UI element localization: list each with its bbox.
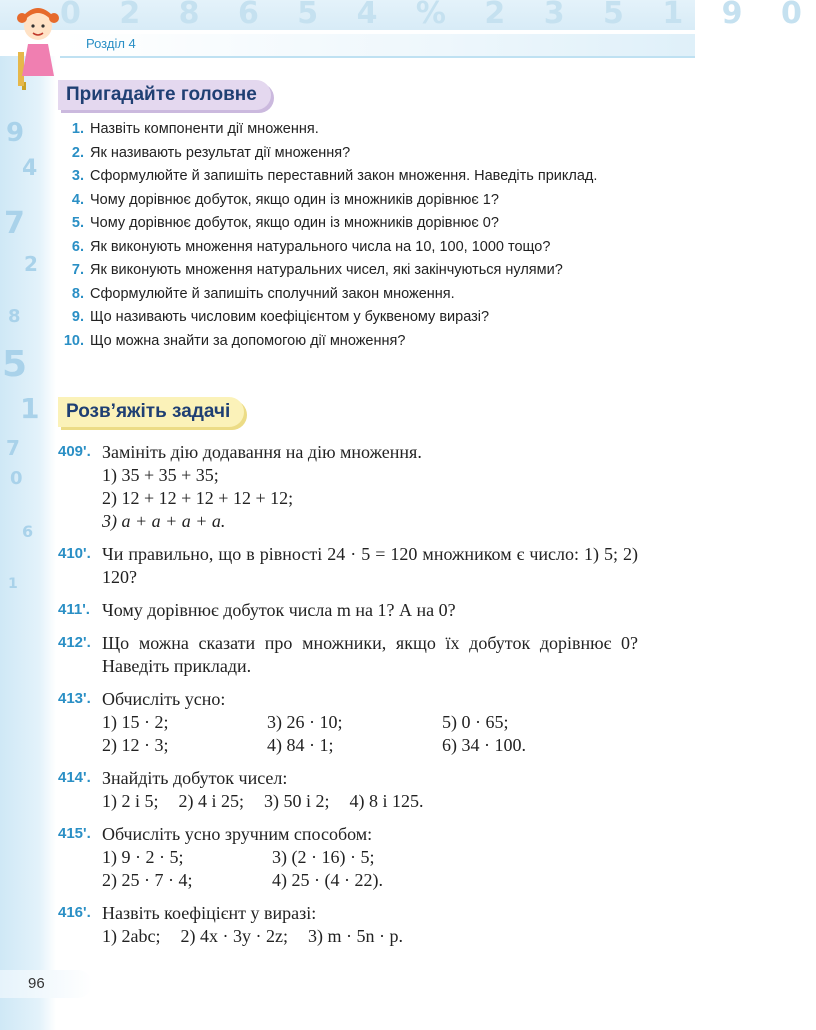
problem-text: Знайдіть добуток чисел:	[102, 768, 288, 788]
deco-digit: 2	[24, 252, 38, 276]
solve-heading: Розв’яжіть задачі	[58, 397, 244, 427]
list-item: 2. Як називають результат дії множення?	[71, 144, 351, 161]
top-decorative-band	[0, 0, 816, 31]
deco-digit: 8	[8, 306, 21, 327]
problem-item: 3) 50 і 2;	[264, 791, 330, 811]
problem-item: 5) 0 · 65;	[442, 712, 509, 732]
review-questions	[62, 119, 637, 354]
list-item: 8. Сформулюйте й запишіть сполучний закон множення.	[71, 285, 455, 302]
problem-text: Чому дорівнює добуток числа m на 1? А на 0?	[102, 600, 456, 620]
recall-heading: Пригадайте головне	[58, 80, 271, 110]
deco-digit: 6	[22, 522, 34, 541]
list-item: 10. Що можна знайти за допомогою дії множення?	[63, 332, 406, 349]
problem-item: 3) 26 · 10;	[267, 712, 343, 732]
problem-item: 4) 8 і 125.	[349, 791, 424, 811]
problem-item: 1) 2 і 5;	[102, 791, 159, 811]
problem-text: Що можна сказати про множники, якщо їх добуток дорівнює 0? Наведіть приклади.	[102, 633, 638, 676]
deco-digit: 7	[6, 436, 20, 460]
deco-digit: 7	[4, 206, 25, 241]
problem-number: 415'.	[58, 825, 91, 842]
problem-text: Обчисліть усно зручним способом:	[102, 824, 373, 844]
problem-item: 1) 35 + 35 + 35;	[102, 465, 219, 485]
problem-number: 414'.	[58, 769, 91, 786]
problem-item: 3) m · 5n · p.	[307, 926, 403, 946]
header-bar	[60, 34, 695, 58]
list-item: 1. Назвіть компоненти дії множення.	[71, 121, 319, 137]
problem-text: Назвіть коефіцієнт у виразі:	[102, 903, 317, 923]
problem-409	[58, 441, 638, 533]
problem-413	[58, 688, 638, 757]
girl-mascot-icon	[14, 4, 60, 90]
deco-digit: 1	[8, 576, 18, 592]
list-item: 4. Чому дорівнює добуток, якщо один із множників дорівнює 1?	[71, 191, 499, 208]
problem-text: Обчисліть усно:	[102, 689, 226, 709]
list-item: 3. Сформулюйте й запишіть переставний закон множення. Наведіть приклад.	[71, 168, 598, 184]
left-decorative-column	[0, 56, 56, 1030]
deco-digit: 4	[22, 156, 38, 181]
list-item: 6. Як виконують множення натурального числа на 10, 100, 1000 тощо?	[71, 238, 551, 255]
deco-digit: 5	[2, 344, 28, 385]
problem-text: Чи правильно, що в рівності 24 · 5 = 120 множником є число: 1) 5; 2) 120?	[102, 544, 638, 587]
problem-item: 6) 34 · 100.	[442, 735, 526, 755]
footer-bar	[0, 970, 92, 998]
problem-item: 4) 25 · (4 · 22).	[272, 870, 383, 890]
deco-digit: 9	[6, 118, 25, 148]
problem-number: 409'.	[58, 443, 91, 460]
list-item: 5. Чому дорівнює добуток, якщо один із множників дорівнює 0?	[71, 215, 499, 231]
problem-item: 1) 9 · 2 · 5;	[102, 847, 184, 867]
list-item: 9. Що називають числовим коефіцієнтом у буквеному виразі?	[71, 309, 490, 325]
problem-411	[58, 599, 638, 622]
problem-item: 3) (2 · 16) · 5;	[272, 847, 375, 867]
problem-item: 4) 84 · 1;	[267, 735, 334, 755]
problem-item: 2) 4 і 25;	[178, 791, 244, 811]
problem-text: Замініть дію додавання на дію множення.	[102, 442, 422, 462]
problem-412	[58, 632, 638, 678]
problem-item: 1) 2abc;	[102, 926, 161, 946]
problem-number: 412'.	[58, 634, 91, 651]
deco-digit: 0	[10, 468, 23, 489]
problem-number: 413'.	[58, 690, 91, 707]
problem-item: 2) 25 · 7 · 4;	[102, 870, 193, 890]
list-item: 7. Як виконують множення натуральних чисел, які закінчуються нулями?	[71, 262, 563, 278]
problem-number: 416'.	[58, 904, 91, 921]
deco-digit: 1	[20, 392, 40, 425]
problem-item: 3) a + a + a + a.	[102, 511, 226, 531]
problem-410	[58, 543, 638, 589]
problem-number: 410'.	[58, 545, 91, 562]
problem-416	[58, 902, 638, 948]
page-number: 96	[28, 975, 45, 992]
problem-item: 1) 15 · 2;	[102, 712, 169, 732]
band-digits: 0 2 8 6 5 4 % 2 3 5 1 9 0	[60, 0, 816, 31]
problem-415	[58, 823, 638, 892]
problem-item: 2) 12 · 3;	[102, 735, 169, 755]
problem-number: 411'.	[58, 601, 90, 618]
section-label: Розділ 4	[86, 36, 136, 51]
problems-list	[58, 441, 638, 958]
problem-414	[58, 767, 638, 813]
problem-item: 2) 4x · 3y · 2z;	[180, 926, 288, 946]
problem-item: 2) 12 + 12 + 12 + 12 + 12;	[102, 488, 294, 508]
